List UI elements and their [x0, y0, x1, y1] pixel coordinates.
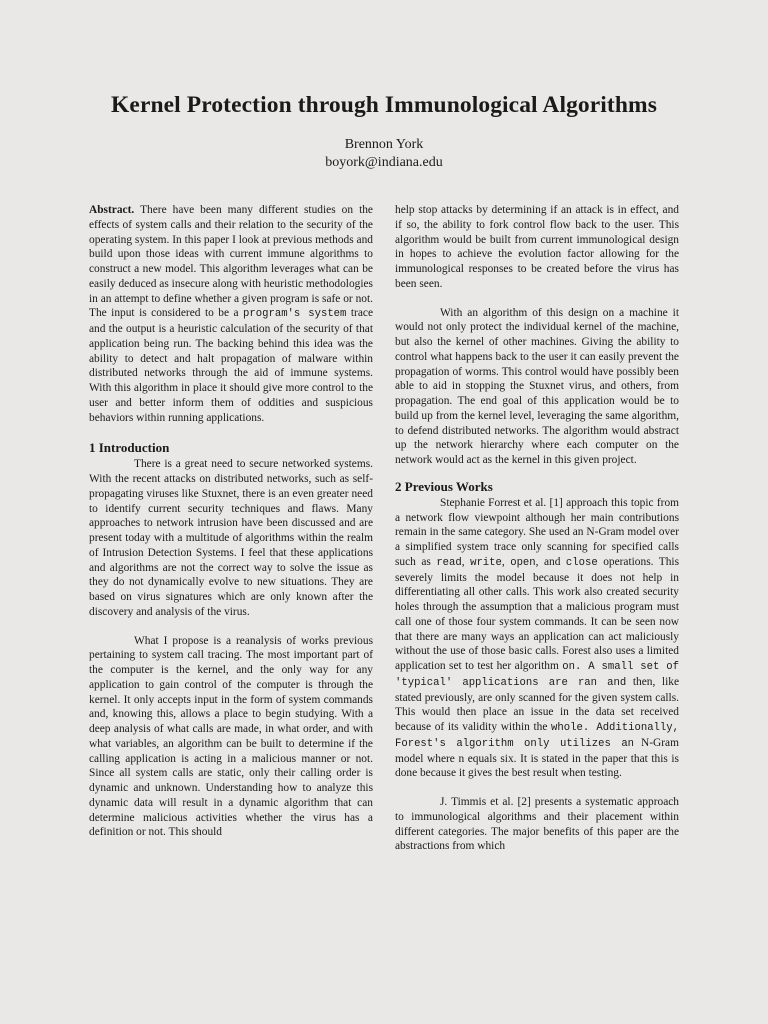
call-read: read: [436, 556, 462, 569]
previous-text-a: Stephanie Forrest et al. [1] approach this topic from a network flow viewpoint although her main contributions remain in the same category. She used an N-Gram model over a simplified system trace only scanning for specified calls such as: [395, 496, 679, 568]
intro-paragraph-1: There is a great need to secure networked systems. With the recent attacks on distributed networks, such as self-propagating viruses like Stuxnet, there is an even greater need to identify current security techniques and flaws. Many approaches to network intrusion have been discussed and are present today with a multitude of algorithms within the realm of Intrusion Detection Systems. I feel that these applications and algorithms are not the correct way to solve the issue as they do not dynamically evolve to new situations. They are based on virus signatures which are only known after the discovery and analysis of the virus.: [89, 458, 373, 618]
previous-text-b: operations. This severely limits the model because it does not help in differentiating all other calls. This work also created security holes through the assumption that a malicious program must call one of those four system commands. It can be seen now that there are many ways an application can act maliciously without the use of those basic calls. Forest also uses a limited application set to test her algorithm: [395, 555, 679, 672]
abstract-text-2: trace and the output is a heuristic calculation of the security of that application being run. The backing behind this idea was the ability to detect and halt propagation of malware within distributed networks through the aid of immune systems. With this algorithm in place it should give more control to the user and better inform them of oddities and suspicious behaviors within running applications.: [89, 307, 373, 424]
intro-paragraph-2: What I propose is a reanalysis of works previous pertaining to system call tracing. The most important part of the computer is the kernel, and the only way for any application to gain control of the computer is through the kernel. It only accepts input in the form of system commands and, knowing this, allows a place to begin studying. With a deep analysis of what calls are made, in what order, and with what variables, an algorithm can be built to determine if the calling application is acting in a malicious manner or not. Since all system calls are static, only their calling order is dynamic and unknown. Understanding how to analyze this dynamic data will result in a dynamic algorithm that can determine malicious activities whether the virus has a definition or not. This should: [89, 634, 373, 839]
section-2-heading: 2 Previous Works: [395, 478, 493, 494]
call-close: close: [565, 556, 598, 569]
author-block: [0, 136, 768, 172]
abstract-paragraph: [89, 203, 373, 425]
previous-text-d: N-Gram model where n equals six. It is stated in the paper that this is done because it gives the best result when testing.: [395, 736, 679, 780]
intro-paragraph-3: help stop attacks by determining if an attack is in effect, and if so, the ability to fork control flow back to the user. This algorithm would be built from current immunological design in hopes to achieve the evolution factor allowing for the immunological responses to be created before the virus has been seen.: [395, 204, 679, 290]
intro-paragraph-4: With an algorithm of this design on a machine it would not only protect the individual kernel of the machine, but also the kernel of other machines. Giving the ability to control what happens back to the user it can easily prevent the propagation of worms. This control would have possibly been able to aid in stopping the Stuxnet virus, and others, from propagation. The end goal of this application would be to build up from the kernel level, leveraging the same algorithm, to defend distributed networks. The algorithm would abstract up the network hierarchy where each computer on the network would act as the kernel in this given project.: [395, 306, 679, 466]
right-column: [395, 203, 679, 854]
previous-paragraph-1: Stephanie Forrest et al. [1] approach this topic from a network flow viewpoint although her main contributions remain in the same category. She used an N-Gram model over a simplified system trace only scanning for specified calls such as read, write, open, and close operations. This severely limits the model because it does not help in differentiating all other calls. This work also created security holes through the assumption that a malicious program must call one of those four system commands. It can be seen now that there are many ways an application can act maliciously without the use of those basic calls. Forest also uses a limited application set to test her algorithm on. A small set of 'typical' applications are ran and then, like stated previously, are only scanned for the given system calls. This would then place an issue in the data set received because of its validity within the whole. Additionally, Forest's algorithm only utilizes an N-Gram model where n equals six. It is stated in the paper that this is done because it gives the best result when testing.: [395, 496, 679, 780]
call-write: write: [470, 556, 502, 569]
previous-mono-3: whole. Additionally, Forest's algorithm only utilizes an: [395, 722, 679, 750]
call-open: open: [510, 556, 536, 569]
abstract-label: Abstract.: [89, 204, 135, 216]
left-column: [89, 203, 373, 840]
previous-paragraph-2: J. Timmis et al. [2] presents a systematic approach to immunological algorithms and their placement within different categories. The major benefits of this paper are the abstractions from which: [395, 796, 679, 853]
author-email: boyork@indiana.edu: [325, 155, 443, 170]
previous-text-c: then, like stated previously, are only scanned for the given system calls. This would then place an issue in the data set received because of its validity within the: [395, 675, 679, 733]
author-name: Brennon York: [344, 137, 424, 152]
section-1-heading: 1 Introduction: [89, 440, 170, 456]
previous-mono-2: on. A small set of 'typical' applications are ran and: [395, 661, 679, 689]
abstract-mono-1: program's system: [243, 308, 347, 321]
paper-title: Kernel Protection through Immunological Algorithms: [111, 92, 657, 118]
abstract-text-1: There have been many different studies on the effects of system calls and their relation to the security of the operating system. In this paper I look at previous methods and build upon those ideas with current immune algorithms to construct a new model. This algorithm leverages what can be easily deduced as insecure along with heuristic methodologies in an attempt to define whether a given program is safe or not. The input is considered to be a: [89, 204, 373, 320]
